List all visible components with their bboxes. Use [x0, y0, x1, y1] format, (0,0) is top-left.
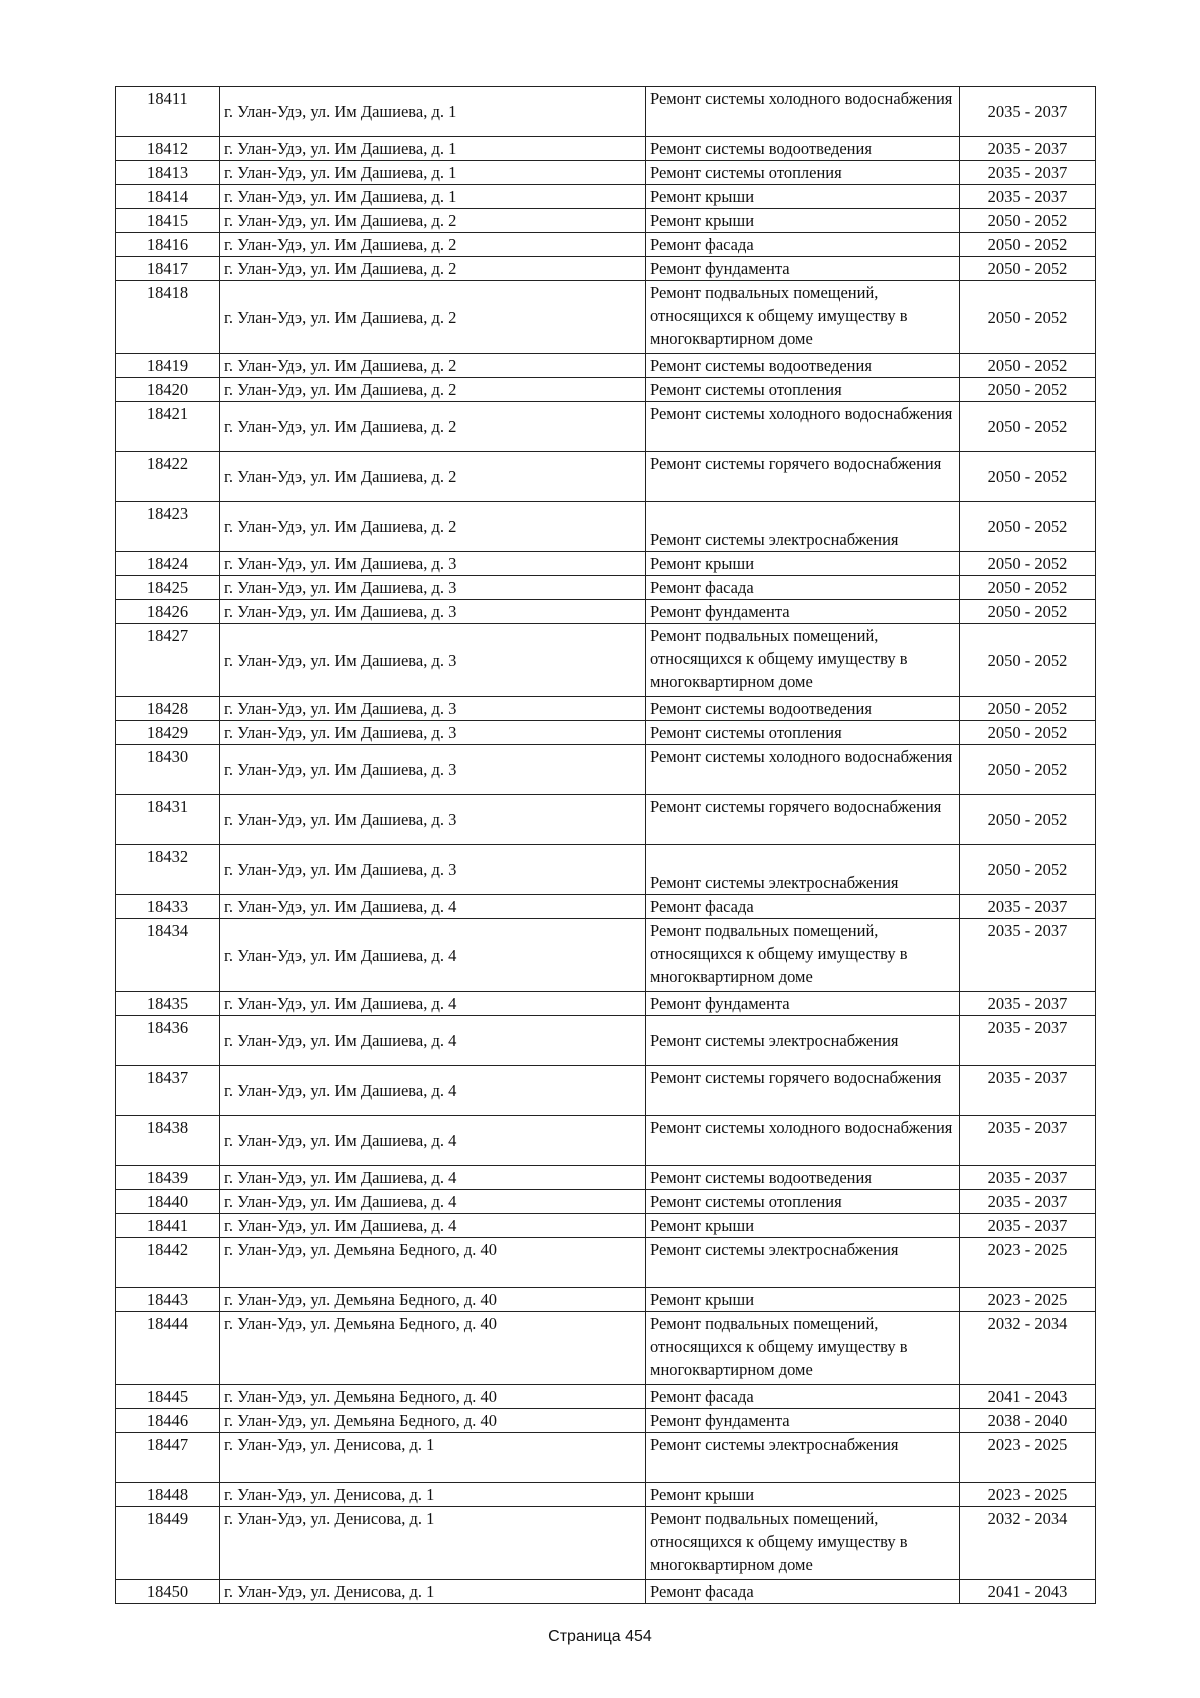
row-number-cell: 18417	[116, 257, 220, 281]
row-number-cell: 18411	[116, 87, 220, 137]
table-body	[116, 87, 1096, 1604]
table-row	[116, 1066, 1096, 1116]
period-cell: 2050 - 2052	[960, 281, 1096, 354]
table-row	[116, 452, 1096, 502]
address-cell: г. Улан-Удэ, ул. Им Дашиева, д. 2	[220, 257, 646, 281]
address-cell: г. Улан-Удэ, ул. Денисова, д. 1	[220, 1580, 646, 1604]
table-row	[116, 1016, 1096, 1066]
period-cell: 2035 - 2037	[960, 137, 1096, 161]
work-type-cell: Ремонт системы горячего водоснабжения	[646, 1066, 960, 1116]
period-cell: 2035 - 2037	[960, 1214, 1096, 1238]
period-cell: 2023 - 2025	[960, 1483, 1096, 1507]
address-cell: г. Улан-Удэ, ул. Демьяна Бедного, д. 40	[220, 1385, 646, 1409]
work-type-cell: Ремонт системы водоотведения	[646, 354, 960, 378]
row-number-cell: 18448	[116, 1483, 220, 1507]
row-number-cell: 18423	[116, 502, 220, 552]
period-cell: 2035 - 2037	[960, 992, 1096, 1016]
table-row	[116, 233, 1096, 257]
address-cell: г. Улан-Удэ, ул. Им Дашиева, д. 4	[220, 1066, 646, 1116]
period-cell: 2035 - 2037	[960, 1066, 1096, 1116]
work-type-cell: Ремонт системы горячего водоснабжения	[646, 452, 960, 502]
period-cell: 2035 - 2037	[960, 87, 1096, 137]
period-cell: 2050 - 2052	[960, 624, 1096, 697]
row-number-cell: 18421	[116, 402, 220, 452]
period-cell: 2035 - 2037	[960, 1190, 1096, 1214]
table-row	[116, 895, 1096, 919]
address-cell: г. Улан-Удэ, ул. Им Дашиева, д. 4	[220, 992, 646, 1016]
period-cell: 2023 - 2025	[960, 1433, 1096, 1483]
table-row	[116, 354, 1096, 378]
table-row	[116, 795, 1096, 845]
period-cell: 2041 - 2043	[960, 1580, 1096, 1604]
address-cell: г. Улан-Удэ, ул. Им Дашиева, д. 1	[220, 161, 646, 185]
work-type-cell: Ремонт фундамента	[646, 257, 960, 281]
row-number-cell: 18441	[116, 1214, 220, 1238]
row-number-cell: 18427	[116, 624, 220, 697]
address-cell: г. Улан-Удэ, ул. Им Дашиева, д. 3	[220, 697, 646, 721]
work-type-cell: Ремонт крыши	[646, 185, 960, 209]
work-type-cell: Ремонт системы отопления	[646, 378, 960, 402]
period-cell: 2050 - 2052	[960, 502, 1096, 552]
table-row	[116, 1214, 1096, 1238]
work-type-cell: Ремонт системы водоотведения	[646, 137, 960, 161]
address-cell: г. Улан-Удэ, ул. Им Дашиева, д. 4	[220, 1214, 646, 1238]
row-number-cell: 18437	[116, 1066, 220, 1116]
address-cell: г. Улан-Удэ, ул. Им Дашиева, д. 2	[220, 281, 646, 354]
period-cell: 2035 - 2037	[960, 185, 1096, 209]
work-type-cell: Ремонт системы электроснабжения	[646, 1238, 960, 1288]
page-number: Страница 454	[548, 1628, 652, 1645]
address-cell: г. Улан-Удэ, ул. Денисова, д. 1	[220, 1507, 646, 1580]
row-number-cell: 18439	[116, 1166, 220, 1190]
address-cell: г. Улан-Удэ, ул. Им Дашиева, д. 2	[220, 402, 646, 452]
row-number-cell: 18438	[116, 1116, 220, 1166]
table-row	[116, 1312, 1096, 1385]
row-number-cell: 18446	[116, 1409, 220, 1433]
row-number-cell: 18445	[116, 1385, 220, 1409]
row-number-cell: 18433	[116, 895, 220, 919]
table-row	[116, 185, 1096, 209]
table-row	[116, 1385, 1096, 1409]
work-type-cell: Ремонт подвальных помещений, относящихся к общему имуществу в многоквартирном доме	[646, 1507, 960, 1580]
table-row	[116, 845, 1096, 895]
table-row	[116, 209, 1096, 233]
work-type-cell: Ремонт системы электроснабжения	[646, 502, 960, 552]
address-cell: г. Улан-Удэ, ул. Им Дашиева, д. 1	[220, 87, 646, 137]
table-row	[116, 1190, 1096, 1214]
work-type-cell: Ремонт системы холодного водоснабжения	[646, 745, 960, 795]
address-cell: г. Улан-Удэ, ул. Им Дашиева, д. 4	[220, 1190, 646, 1214]
work-type-cell: Ремонт фасада	[646, 576, 960, 600]
period-cell: 2050 - 2052	[960, 452, 1096, 502]
address-cell: г. Улан-Удэ, ул. Им Дашиева, д. 4	[220, 1116, 646, 1166]
row-number-cell: 18431	[116, 795, 220, 845]
row-number-cell: 18415	[116, 209, 220, 233]
work-type-cell: Ремонт подвальных помещений, относящихся к общему имуществу в многоквартирном доме	[646, 624, 960, 697]
period-cell: 2050 - 2052	[960, 402, 1096, 452]
row-number-cell: 18443	[116, 1288, 220, 1312]
row-number-cell: 18450	[116, 1580, 220, 1604]
repair-schedule-table	[115, 86, 1096, 1604]
period-cell: 2032 - 2034	[960, 1312, 1096, 1385]
address-cell: г. Улан-Удэ, ул. Им Дашиева, д. 3	[220, 721, 646, 745]
table-row	[116, 576, 1096, 600]
row-number-cell: 18422	[116, 452, 220, 502]
table-row	[116, 1483, 1096, 1507]
table-row	[116, 600, 1096, 624]
period-cell: 2035 - 2037	[960, 919, 1096, 992]
row-number-cell: 18434	[116, 919, 220, 992]
row-number-cell: 18447	[116, 1433, 220, 1483]
work-type-cell: Ремонт фасада	[646, 233, 960, 257]
work-type-cell: Ремонт системы электроснабжения	[646, 1016, 960, 1066]
table-row	[116, 257, 1096, 281]
table-row	[116, 697, 1096, 721]
work-type-cell: Ремонт крыши	[646, 1214, 960, 1238]
period-cell: 2023 - 2025	[960, 1238, 1096, 1288]
table-row	[116, 1433, 1096, 1483]
period-cell: 2050 - 2052	[960, 378, 1096, 402]
period-cell: 2050 - 2052	[960, 845, 1096, 895]
period-cell: 2032 - 2034	[960, 1507, 1096, 1580]
table-row	[116, 87, 1096, 137]
work-type-cell: Ремонт фасада	[646, 1385, 960, 1409]
work-type-cell: Ремонт фасада	[646, 895, 960, 919]
work-type-cell: Ремонт системы холодного водоснабжения	[646, 1116, 960, 1166]
period-cell: 2035 - 2037	[960, 895, 1096, 919]
address-cell: г. Улан-Удэ, ул. Демьяна Бедного, д. 40	[220, 1312, 646, 1385]
address-cell: г. Улан-Удэ, ул. Им Дашиева, д. 3	[220, 552, 646, 576]
row-number-cell: 18420	[116, 378, 220, 402]
address-cell: г. Улан-Удэ, ул. Им Дашиева, д. 3	[220, 795, 646, 845]
row-number-cell: 18414	[116, 185, 220, 209]
period-cell: 2035 - 2037	[960, 161, 1096, 185]
row-number-cell: 18432	[116, 845, 220, 895]
work-type-cell: Ремонт системы отопления	[646, 1190, 960, 1214]
work-type-cell: Ремонт фундамента	[646, 1409, 960, 1433]
row-number-cell: 18444	[116, 1312, 220, 1385]
address-cell: г. Улан-Удэ, ул. Им Дашиева, д. 4	[220, 919, 646, 992]
table-row	[116, 624, 1096, 697]
work-type-cell: Ремонт системы холодного водоснабжения	[646, 87, 960, 137]
work-type-cell: Ремонт подвальных помещений, относящихся к общему имуществу в многоквартирном доме	[646, 281, 960, 354]
row-number-cell: 18424	[116, 552, 220, 576]
table-row	[116, 1116, 1096, 1166]
address-cell: г. Улан-Удэ, ул. Денисова, д. 1	[220, 1483, 646, 1507]
address-cell: г. Улан-Удэ, ул. Им Дашиева, д. 4	[220, 895, 646, 919]
row-number-cell: 18419	[116, 354, 220, 378]
address-cell: г. Улан-Удэ, ул. Им Дашиева, д. 3	[220, 600, 646, 624]
row-number-cell: 18413	[116, 161, 220, 185]
table-row	[116, 1166, 1096, 1190]
table-row	[116, 1409, 1096, 1433]
period-cell: 2023 - 2025	[960, 1288, 1096, 1312]
table-row	[116, 502, 1096, 552]
address-cell: г. Улан-Удэ, ул. Им Дашиева, д. 4	[220, 1016, 646, 1066]
work-type-cell: Ремонт системы холодного водоснабжения	[646, 402, 960, 452]
row-number-cell: 18418	[116, 281, 220, 354]
period-cell: 2035 - 2037	[960, 1166, 1096, 1190]
address-cell: г. Улан-Удэ, ул. Им Дашиева, д. 2	[220, 502, 646, 552]
work-type-cell: Ремонт крыши	[646, 1483, 960, 1507]
period-cell: 2050 - 2052	[960, 745, 1096, 795]
period-cell: 2050 - 2052	[960, 552, 1096, 576]
row-number-cell: 18436	[116, 1016, 220, 1066]
work-type-cell: Ремонт системы отопления	[646, 161, 960, 185]
address-cell: г. Улан-Удэ, ул. Им Дашиева, д. 2	[220, 378, 646, 402]
work-type-cell: Ремонт подвальных помещений, относящихся к общему имуществу в многоквартирном доме	[646, 919, 960, 992]
period-cell: 2050 - 2052	[960, 576, 1096, 600]
row-number-cell: 18442	[116, 1238, 220, 1288]
table-row	[116, 992, 1096, 1016]
row-number-cell: 18428	[116, 697, 220, 721]
work-type-cell: Ремонт системы водоотведения	[646, 1166, 960, 1190]
address-cell: г. Улан-Удэ, ул. Им Дашиева, д. 1	[220, 185, 646, 209]
period-cell: 2038 - 2040	[960, 1409, 1096, 1433]
work-type-cell: Ремонт крыши	[646, 552, 960, 576]
period-cell: 2035 - 2037	[960, 1116, 1096, 1166]
table-row	[116, 1288, 1096, 1312]
table-row	[116, 1238, 1096, 1288]
work-type-cell: Ремонт фасада	[646, 1580, 960, 1604]
row-number-cell: 18429	[116, 721, 220, 745]
address-cell: г. Улан-Удэ, ул. Демьяна Бедного, д. 40	[220, 1238, 646, 1288]
table-row	[116, 919, 1096, 992]
period-cell: 2050 - 2052	[960, 795, 1096, 845]
table-row	[116, 402, 1096, 452]
row-number-cell: 18430	[116, 745, 220, 795]
work-type-cell: Ремонт системы горячего водоснабжения	[646, 795, 960, 845]
table-row	[116, 378, 1096, 402]
address-cell: г. Улан-Удэ, ул. Им Дашиева, д. 3	[220, 624, 646, 697]
address-cell: г. Улан-Удэ, ул. Им Дашиева, д. 2	[220, 354, 646, 378]
row-number-cell: 18412	[116, 137, 220, 161]
period-cell: 2050 - 2052	[960, 354, 1096, 378]
address-cell: г. Улан-Удэ, ул. Им Дашиева, д. 3	[220, 576, 646, 600]
row-number-cell: 18425	[116, 576, 220, 600]
work-type-cell: Ремонт фундамента	[646, 992, 960, 1016]
row-number-cell: 18449	[116, 1507, 220, 1580]
work-type-cell: Ремонт системы электроснабжения	[646, 845, 960, 895]
period-cell: 2050 - 2052	[960, 697, 1096, 721]
table-row	[116, 745, 1096, 795]
table-row	[116, 552, 1096, 576]
row-number-cell: 18416	[116, 233, 220, 257]
address-cell: г. Улан-Удэ, ул. Им Дашиева, д. 1	[220, 137, 646, 161]
address-cell: г. Улан-Удэ, ул. Демьяна Бедного, д. 40	[220, 1288, 646, 1312]
row-number-cell: 18440	[116, 1190, 220, 1214]
period-cell: 2035 - 2037	[960, 1016, 1096, 1066]
period-cell: 2050 - 2052	[960, 233, 1096, 257]
work-type-cell: Ремонт крыши	[646, 1288, 960, 1312]
address-cell: г. Улан-Удэ, ул. Им Дашиева, д. 2	[220, 452, 646, 502]
document-page	[115, 86, 1095, 1604]
row-number-cell: 18426	[116, 600, 220, 624]
row-number-cell: 18435	[116, 992, 220, 1016]
work-type-cell: Ремонт подвальных помещений, относящихся к общему имуществу в многоквартирном доме	[646, 1312, 960, 1385]
address-cell: г. Улан-Удэ, ул. Им Дашиева, д. 4	[220, 1166, 646, 1190]
address-cell: г. Улан-Удэ, ул. Им Дашиева, д. 3	[220, 745, 646, 795]
address-cell: г. Улан-Удэ, ул. Им Дашиева, д. 2	[220, 209, 646, 233]
work-type-cell: Ремонт системы электроснабжения	[646, 1433, 960, 1483]
period-cell: 2041 - 2043	[960, 1385, 1096, 1409]
period-cell: 2050 - 2052	[960, 721, 1096, 745]
table-row	[116, 1580, 1096, 1604]
period-cell: 2050 - 2052	[960, 600, 1096, 624]
address-cell: г. Улан-Удэ, ул. Демьяна Бедного, д. 40	[220, 1409, 646, 1433]
table-row	[116, 721, 1096, 745]
table-row	[116, 137, 1096, 161]
table-row	[116, 281, 1096, 354]
period-cell: 2050 - 2052	[960, 209, 1096, 233]
address-cell: г. Улан-Удэ, ул. Им Дашиева, д. 2	[220, 233, 646, 257]
table-row	[116, 161, 1096, 185]
address-cell: г. Улан-Удэ, ул. Им Дашиева, д. 3	[220, 845, 646, 895]
work-type-cell: Ремонт фундамента	[646, 600, 960, 624]
work-type-cell: Ремонт крыши	[646, 209, 960, 233]
address-cell: г. Улан-Удэ, ул. Денисова, д. 1	[220, 1433, 646, 1483]
period-cell: 2050 - 2052	[960, 257, 1096, 281]
work-type-cell: Ремонт системы водоотведения	[646, 697, 960, 721]
work-type-cell: Ремонт системы отопления	[646, 721, 960, 745]
table-row	[116, 1507, 1096, 1580]
